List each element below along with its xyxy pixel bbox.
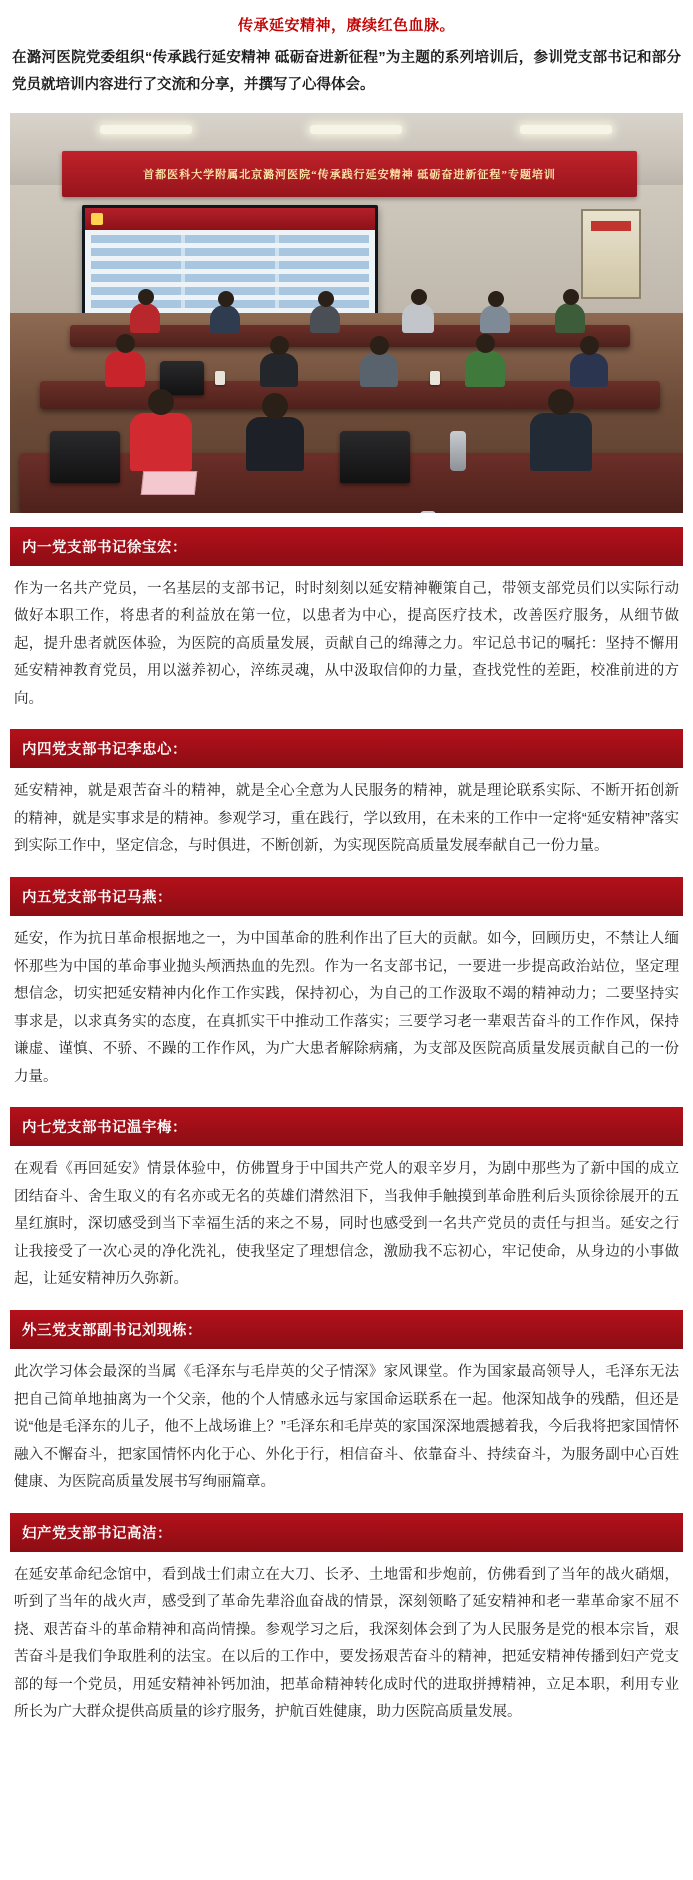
attendee-head [411, 289, 427, 305]
side-display [581, 209, 641, 299]
attendee [105, 351, 145, 387]
chair [50, 431, 120, 483]
screen-row [91, 261, 369, 269]
section-body-5: 此次学习体会最深的当属《毛泽东与毛岸英的父子情深》家风课堂。作为国家最高领导人，毛泽东无法把自己简单地抽离为一个父亲，他的个人情感永远与家国命运联系在一起。他深知战争的残酷，但还是说“他是毛泽东的儿子，他不上战场谁上？”毛泽东和毛岸英的家国深深地震撼着我，今后我将把家国情怀融入不懈奋斗，把家国情怀内化于心、外化于行，相信奋斗、依靠奋斗、持续奋斗，为服务副中心百姓健康、为医院高质量发展书写绚丽篇章。 [14, 1364, 679, 1491]
intro-paragraph: 在潞河医院党委组织“传承践行延安精神 砥砺奋进新征程”为主题的系列培训后，参训党支部书记和部分党员就培训内容进行了交流和分享，并撰写了心得体会。 [12, 50, 681, 93]
section-title-5: 外三党支部副书记刘现栋： [10, 1310, 683, 1349]
attendee-head [270, 336, 289, 355]
section-title-6: 妇产党支部书记高洁： [10, 1513, 683, 1552]
section-body-6: 在延安革命纪念馆中，看到战士们肃立在大刀、长矛、土地雷和步炮前，仿佛看到了当年的战火硝烟，听到了当年的战火声，感受到了革命先辈浴血奋战的情景，深刻领略了延安精神和老一辈革命家不屈不挠、艰苦奋斗的革命精神和高尚情操。参观学习之后，我深刻体会到了为人民服务是党的根本宗旨，艰苦奋斗是我们争取胜利的法宝。在以后的工作中，要发扬艰苦奋斗的精神，把延安精神传播到妇产党支部的每一个党员，用延安精神补钙加油，把革命精神转化成时代的进取拼搏精神，立足本职，利用专业所长为广大群众提供高质量的诊疗服务，护航百姓健康，助力医院高质量发展。 [14, 1566, 679, 1721]
paper-cup [215, 371, 225, 385]
screen-header [85, 208, 375, 230]
attendee [310, 305, 340, 333]
section-body-3: 延安，作为抗日革命根据地之一，为中国革命的胜利作出了巨大的贡献。如今，回顾历史，不禁让人缅怀那些为中国的革命事业抛头颅洒热血的先烈。作为一名支部书记，一要进一步提高政治站位，坚定理想信念，切实把延安精神内化作工作实践，保持初心，为自己的工作汲取不竭的精神动力；二要坚持实事求是，以求真务实的态度，在真抓实干中推动工作落实；三要学习老一辈艰苦奋斗的工作作风，保持谦虚、谨慎、不骄、不躁的工作作风，为广大患者解除病痛，为支部及医院高质量发展贡献自己的一份力量。 [14, 931, 679, 1085]
screen-row [91, 235, 369, 243]
attendee [402, 303, 434, 333]
attendee-head [488, 291, 504, 307]
attendee-head [580, 336, 599, 355]
page-headline: 传承延安精神，赓续红色血脉。 [237, 17, 455, 34]
photo-banner [62, 151, 637, 197]
thermos [450, 431, 466, 471]
attendee [210, 305, 240, 333]
attendee [555, 303, 585, 333]
attendee [570, 353, 608, 387]
attendee-head [116, 334, 135, 353]
screen-emblem-icon [91, 213, 103, 225]
attendee-head [563, 289, 579, 305]
attendee-head [138, 289, 154, 305]
meeting-photo-canvas [10, 113, 683, 513]
screen-row [91, 248, 369, 256]
section-title-3: 内五党支部书记马燕： [10, 877, 683, 916]
paper-cup [430, 371, 440, 385]
attendee [130, 303, 160, 333]
attendee [360, 353, 398, 387]
section-title-4: 内七党支部书记温宇梅： [10, 1107, 683, 1146]
chair [340, 431, 410, 483]
name-plate [141, 471, 198, 495]
attendee-head [148, 389, 174, 415]
meeting-photo [10, 113, 683, 513]
attendee [465, 351, 505, 387]
attendee-head [370, 336, 389, 355]
section-title-1: 内一党支部书记徐宝宏： [10, 527, 683, 566]
attendee-head [476, 334, 495, 353]
thermos [420, 511, 436, 513]
ceiling-light [520, 125, 612, 134]
ceiling-light [310, 125, 402, 134]
attendee [530, 413, 592, 471]
attendee-head [218, 291, 234, 307]
section-body-1: 作为一名共产党员，一名基层的支部书记，时时刻刻以延安精神鞭策自己，带领支部党员们以实际行动做好本职工作，将患者的利益放在第一位，以患者为中心，提高医疗技术，改善医疗服务，从细节做起，提升患者就医体验，为医院的高质量发展，贡献自己的绵薄之力。牢记总书记的嘱托：坚持不懈用延安精神教育党员，用以滋养初心，淬练灵魂，从中汲取信仰的力量，查找党性的差距，校准前进的方向。 [14, 580, 679, 707]
attendee [480, 305, 510, 333]
attendee [260, 353, 298, 387]
attendee-head [318, 291, 334, 307]
attendee [246, 417, 304, 471]
attendee-head [548, 389, 574, 415]
section-title-2: 内四党支部书记李忠心： [10, 729, 683, 768]
photo-banner-text: 首都医科大学附属北京潞河医院“传承践行延安精神 砥砺奋进新征程”专题培训 [143, 168, 556, 181]
screen-row [91, 274, 369, 282]
attendee-head [262, 393, 288, 419]
attendee [130, 413, 192, 471]
section-body-4: 在观看《再回延安》情景体验中，仿佛置身于中国共产党人的艰辛岁月，为剧中那些为了新中国的成立团结奋斗、舍生取义的有名亦或无名的英雄们潸然泪下，当我伸手触摸到革命胜利后头顶徐徐展开的五星红旗时，深切感受到当下幸福生活的来之不易，同时也感受到一名共产党员的责任与担当。延安之行让我接受了一次心灵的净化洗礼，使我坚定了理想信念，激励我不忘初心，牢记使命，从身边的小事做起，让延安精神历久弥新。 [14, 1161, 679, 1288]
section-body-2: 延安精神，就是艰苦奋斗的精神，就是全心全意为人民服务的精神，就是理论联系实际、不断开拓创新的精神，就是实事求是的精神。参观学习，重在践行，学以致用，在未来的工作中一定将“延安精神”落实到实际工作中，坚定信念，与时俱进，不断创新，为实现医院高质量发展奉献自己一份力量。 [14, 783, 679, 855]
ceiling-light [100, 125, 192, 134]
